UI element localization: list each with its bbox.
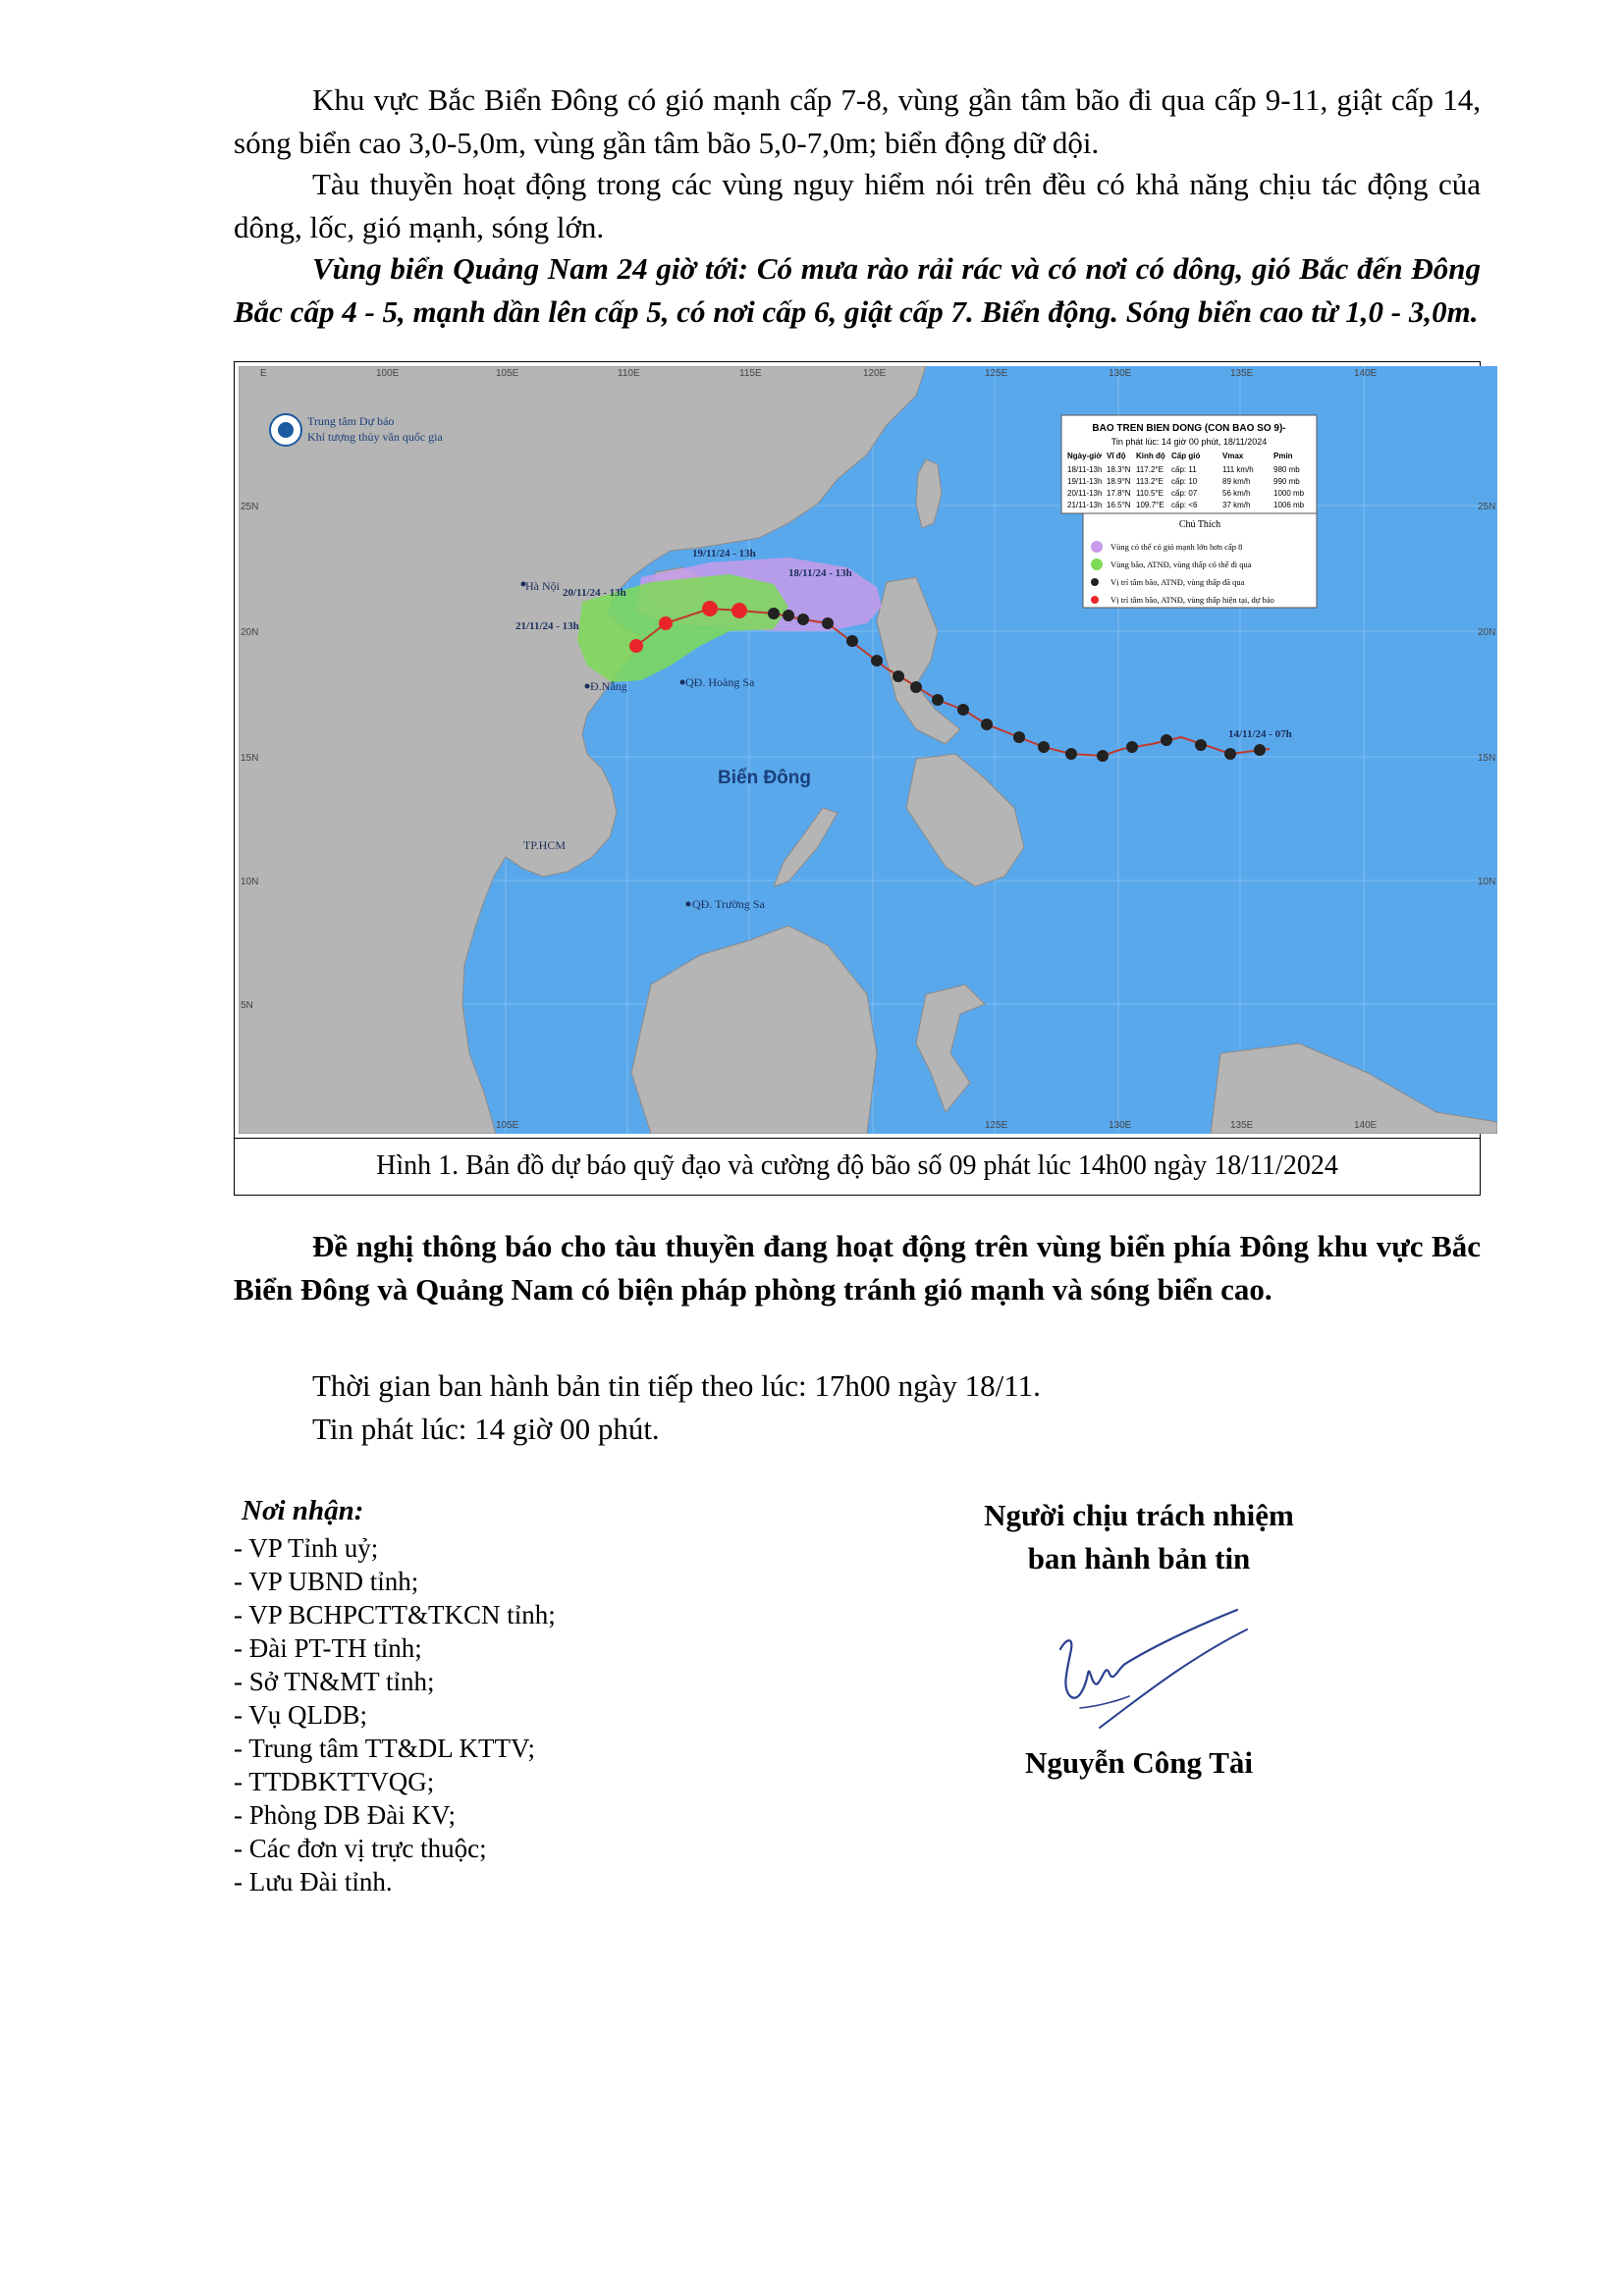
- table-cell: 21/11-13h: [1067, 501, 1103, 509]
- paragraph-north-east-sea: Khu vực Bắc Biển Đông có gió mạnh cấp 7-8, vùng gần tâm bão đi qua cấp 9-11, giật cấp 14, sóng biển cao 3,0-5,0m, vùng gần tâm bão 5,0-7,0m; biển động dữ dội.: [234, 82, 1481, 160]
- lon-label: 135E: [1230, 1120, 1254, 1131]
- legend-item: Vùng bão, ATNĐ, vùng thấp có thể đi qua: [1110, 560, 1252, 569]
- legend-item: Vị trí tâm bão, ATNĐ, vùng thấp hiện tại, dự báo: [1110, 595, 1274, 605]
- table-header: Ngày-giờ: [1067, 452, 1103, 460]
- recipient-item: - Đài PT-TH tỉnh;: [234, 1633, 422, 1663]
- lon-label: 130E: [1109, 1120, 1132, 1131]
- table-cell: cấp: 07: [1171, 489, 1198, 498]
- lon-label: 105E: [496, 1120, 519, 1131]
- table-cell: 113.2°E: [1136, 477, 1164, 486]
- legend-title: Chú Thích: [1178, 519, 1221, 530]
- recipient-item: - VP BCHPCTT&TKCN tỉnh;: [234, 1600, 556, 1629]
- time-label: 20/11/24 - 13h: [563, 587, 626, 599]
- table-cell: 111 km/h: [1222, 465, 1254, 474]
- storm-forecast-figure: [234, 361, 1496, 1196]
- place-bien-dong: Biển Đông: [718, 768, 811, 788]
- table-header: Cấp gió: [1171, 452, 1201, 460]
- lat-label: 20N: [241, 627, 259, 638]
- handwritten-signature: [1041, 1580, 1267, 1737]
- place-hoang-sa: QĐ. Hoàng Sa: [685, 675, 755, 689]
- table-cell: 109.7°E: [1136, 501, 1164, 509]
- lon-label: 110E: [618, 368, 640, 379]
- legend-green-icon: [1091, 559, 1103, 570]
- agency-name-line2: Khí tượng thủy văn quốc gia: [307, 430, 443, 444]
- lat-label: 10N: [241, 877, 259, 887]
- storm-track-map: [239, 366, 1497, 1134]
- lat-label: 20N: [1478, 627, 1496, 638]
- lon-label: 125E: [985, 1120, 1008, 1131]
- table-subtitle: Tin phát lúc: 14 giờ 00 phút, 18/11/2024: [1110, 437, 1268, 447]
- place-hcm: TP.HCM: [523, 838, 567, 852]
- recipient-item: - VP Tỉnh uỷ;: [234, 1533, 379, 1563]
- legend-item: Vị trí tâm bão, ATNĐ, vùng thấp đã qua: [1110, 577, 1245, 587]
- time-label: 19/11/24 - 13h: [692, 548, 756, 560]
- time-label: 21/11/24 - 13h: [515, 620, 579, 632]
- table-title: BAO TREN BIEN DONG (CON BAO SO 9)-: [1092, 423, 1286, 434]
- recipient-item: - Các đơn vị trực thuộc;: [234, 1834, 487, 1863]
- lon-label: 115E: [739, 368, 762, 379]
- table-cell: 990 mb: [1273, 477, 1300, 486]
- time-label: 14/11/24 - 07h: [1228, 728, 1292, 740]
- recipient-item: - Lưu Đài tỉnh.: [234, 1867, 393, 1896]
- table-cell: 20/11-13h: [1067, 489, 1103, 498]
- agency-name-line1: Trung tâm Dự báo: [307, 414, 395, 428]
- table-cell: 117.2°E: [1136, 465, 1164, 474]
- recipient-item: - Vụ QLDB;: [234, 1700, 368, 1730]
- lat-label: 15N: [241, 753, 259, 764]
- lat-label: 25N: [241, 502, 259, 512]
- table-cell: 18.3°N: [1107, 465, 1131, 474]
- legend-purple-icon: [1091, 541, 1103, 553]
- table-cell: 18.9°N: [1107, 477, 1131, 486]
- lon-label: 140E: [1354, 368, 1378, 379]
- recipient-item: - Trung tâm TT&DL KTTV;: [234, 1734, 535, 1763]
- signer-name: Nguyễn Công Tài: [1025, 1745, 1253, 1780]
- signer-title-line1: Người chịu trách nhiệm: [984, 1498, 1294, 1532]
- lon-label: 130E: [1109, 368, 1132, 379]
- table-cell: 110.5°E: [1136, 489, 1164, 498]
- lat-label: 5N: [241, 1000, 253, 1011]
- table-cell: 37 km/h: [1222, 501, 1251, 509]
- recipient-item: - VP UBND tỉnh;: [234, 1567, 419, 1596]
- recipients-list: [234, 1494, 784, 1898]
- lon-label: 105E: [496, 368, 519, 379]
- recipient-item: - TTDBKTTVQG;: [234, 1767, 435, 1796]
- lon-label: 125E: [985, 368, 1008, 379]
- lon-label: E: [260, 368, 267, 379]
- lon-label: 140E: [1354, 1120, 1378, 1131]
- legend-forecast-icon: [1091, 596, 1099, 604]
- paragraph-recommendation: Đề nghị thông báo cho tàu thuyền đang hoạt động trên vùng biển phía Đông khu vực Bắc Biển Đông và Quảng Nam có biện pháp phòng tránh gió mạnh và sóng biển cao.: [234, 1229, 1481, 1307]
- table-cell: 17.8°N: [1107, 489, 1131, 498]
- lon-label: 135E: [1230, 368, 1254, 379]
- table-cell: 89 km/h: [1222, 477, 1251, 486]
- table-cell: cấp: 11: [1171, 465, 1197, 474]
- table-cell: cấp: 10: [1171, 477, 1198, 486]
- signer-title-block: [903, 1494, 1375, 1580]
- storm-info-table: [1061, 415, 1317, 513]
- paragraph-quang-nam-forecast: Vùng biển Quảng Nam 24 giờ tới: Có mưa rào rải rác và có nơi có dông, gió Bắc đến Đông Bắc cấp 4 - 5, mạnh dần lên cấp 5, có nơi cấp 6, giật cấp 7. Biển động. Sóng biển cao từ 1,0 - 3,0m.: [234, 251, 1481, 329]
- table-cell: 19/11-13h: [1067, 477, 1103, 486]
- table-cell: cấp: <6: [1171, 501, 1198, 509]
- place-truong-sa: QĐ. Trường Sa: [692, 897, 765, 911]
- lat-label: 25N: [1478, 502, 1496, 512]
- paragraph-issue-time: Tin phát lúc: 14 giờ 00 phút.: [312, 1412, 660, 1446]
- table-cell: 1006 mb: [1273, 501, 1305, 509]
- place-danang: Đ.Nẵng: [590, 679, 627, 693]
- paragraph-next-bulletin: Thời gian ban hành bản tin tiếp theo lúc: 17h00 ngày 18/11.: [312, 1368, 1041, 1403]
- lon-label: 100E: [376, 368, 400, 379]
- table-header: Vĩ độ: [1107, 452, 1126, 460]
- lat-label: 10N: [1478, 877, 1496, 887]
- table-header: Pmin: [1273, 452, 1293, 460]
- table-header: Kinh độ: [1136, 452, 1165, 460]
- table-cell: 980 mb: [1273, 465, 1300, 474]
- recipients-title: Nơi nhận:: [242, 1495, 364, 1526]
- place-hanoi: Hà Nội: [525, 579, 560, 593]
- lat-label: 15N: [1478, 753, 1496, 764]
- paragraph-vessel-warning: Tàu thuyền hoạt động trong các vùng nguy hiểm nói trên đều có khả năng chịu tác động của dông, lốc, gió mạnh, sóng lớn.: [234, 167, 1481, 244]
- table-cell: 56 km/h: [1222, 489, 1251, 498]
- legend-past-icon: [1091, 578, 1099, 586]
- table-cell: 16.5°N: [1107, 501, 1131, 509]
- signer-title-line2: ban hành bản tin: [1027, 1541, 1251, 1575]
- table-header: Vmax: [1222, 452, 1244, 460]
- time-label: 18/11/24 - 13h: [788, 567, 852, 579]
- map-legend: [1083, 513, 1317, 608]
- lon-label: 120E: [863, 368, 887, 379]
- table-cell: 18/11-13h: [1067, 465, 1103, 474]
- figure-caption: Hình 1. Bản đồ dự báo quỹ đạo và cường độ bão số 09 phát lúc 14h00 ngày 18/11/2024: [235, 1138, 1480, 1194]
- recipient-item: - Sở TN&MT tỉnh;: [234, 1667, 435, 1696]
- table-cell: 1000 mb: [1273, 489, 1305, 498]
- recipient-item: - Phòng DB Đài KV;: [234, 1800, 456, 1830]
- legend-item: Vùng có thể có gió mạnh lớn hơn cấp 8: [1110, 542, 1243, 552]
